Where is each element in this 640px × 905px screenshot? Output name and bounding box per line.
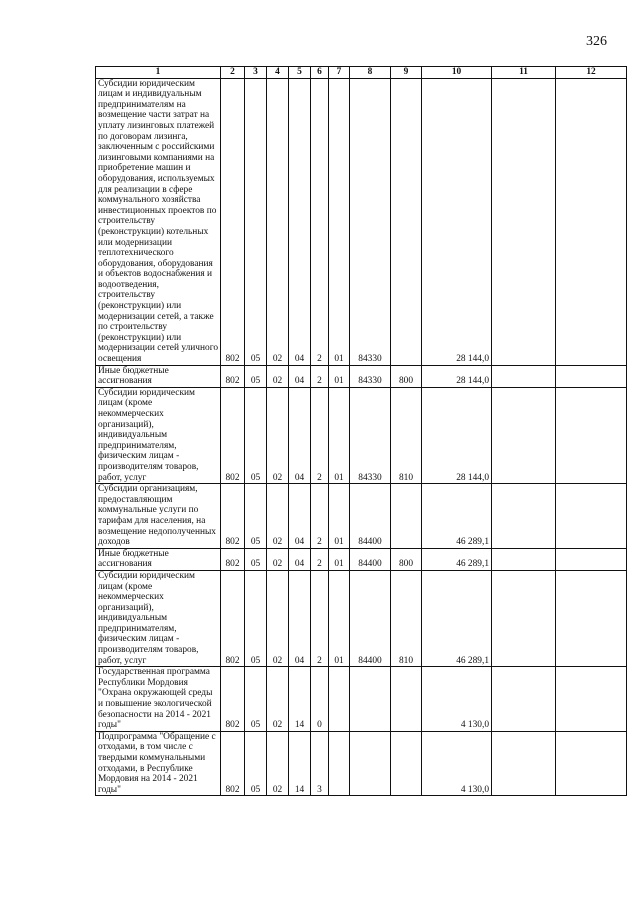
cell-col12: [556, 570, 627, 666]
cell-ministry: 802: [221, 667, 245, 732]
cell-col11: [492, 78, 556, 365]
cell-direction: [350, 731, 391, 796]
cell-subprogram: 2: [311, 484, 329, 549]
cell-col12: [556, 667, 627, 732]
cell-col12: [556, 484, 627, 549]
cell-expense-type: [391, 667, 422, 732]
cell-ministry: 802: [221, 365, 245, 387]
cell-expense-type: 800: [391, 548, 422, 570]
table-row: [96, 365, 627, 387]
cell-section: 05: [245, 484, 267, 549]
row-description: Субсидии юридическим лицам и индивидуальным предпринимателям на возмещение части затрат на уплату лизинговых платежей по договорам лизинга, заключенным с российскими лизинговыми компаниями на приобретение машин и оборудования, используемых для реализации в сфере коммунального хозяйства инвестиционных проектов по строительству (реконструкции) котельных или модернизации теплотехнического оборудования, оборудования и объектов водоснабжения и водоотведения, строительству (реконструкции) или модернизации сетей, а также по строительству (реконструкции) или модернизации сетей уличного освещения: [96, 78, 221, 365]
cell-program: 04: [289, 78, 311, 365]
cell-section: 05: [245, 731, 267, 796]
cell-program: 04: [289, 484, 311, 549]
row-description: Субсидии организациям, предоставляющим коммунальные услуги по тарифам для населения, на возмещение недополученных доходов: [96, 484, 221, 549]
cell-subprogram: 2: [311, 570, 329, 666]
cell-event: [329, 667, 350, 732]
cell-col12: [556, 548, 627, 570]
cell-amount: 46 289,1: [422, 548, 492, 570]
cell-col11: [492, 365, 556, 387]
cell-subprogram: 3: [311, 731, 329, 796]
cell-amount: 46 289,1: [422, 484, 492, 549]
cell-event: 01: [329, 365, 350, 387]
cell-subsection: 02: [267, 570, 289, 666]
cell-subsection: 02: [267, 548, 289, 570]
column-header: 11: [492, 67, 556, 79]
cell-amount: 46 289,1: [422, 570, 492, 666]
cell-event: 01: [329, 570, 350, 666]
column-header: 10: [422, 67, 492, 79]
cell-program: 14: [289, 667, 311, 732]
column-header: 4: [267, 67, 289, 79]
cell-direction: 84330: [350, 387, 391, 483]
row-description: Иные бюджетные ассигнования: [96, 548, 221, 570]
table-row: [96, 570, 627, 666]
cell-event: 01: [329, 484, 350, 549]
cell-ministry: 802: [221, 570, 245, 666]
cell-col12: [556, 365, 627, 387]
cell-expense-type: 800: [391, 365, 422, 387]
column-header: 6: [311, 67, 329, 79]
column-header: 8: [350, 67, 391, 79]
cell-direction: 84400: [350, 570, 391, 666]
cell-ministry: 802: [221, 731, 245, 796]
table-row: [96, 667, 627, 732]
cell-amount: 28 144,0: [422, 78, 492, 365]
cell-event: 01: [329, 78, 350, 365]
column-header: 3: [245, 67, 267, 79]
cell-subprogram: 0: [311, 667, 329, 732]
cell-expense-type: [391, 731, 422, 796]
cell-ministry: 802: [221, 387, 245, 483]
column-header: 2: [221, 67, 245, 79]
cell-col11: [492, 484, 556, 549]
cell-col11: [492, 387, 556, 483]
page-number: 326: [586, 34, 607, 49]
cell-col12: [556, 387, 627, 483]
table-row: [96, 731, 627, 796]
cell-expense-type: 810: [391, 570, 422, 666]
row-description: Иные бюджетные ассигнования: [96, 365, 221, 387]
cell-direction: 84400: [350, 548, 391, 570]
cell-col11: [492, 570, 556, 666]
cell-amount: 4 130,0: [422, 667, 492, 732]
cell-section: 05: [245, 78, 267, 365]
row-description: Субсидии юридическим лицам (кроме некоммерческих организаций), индивидуальным предпринимателям, физическим лицам - производителям товаров, работ, услуг: [96, 387, 221, 483]
column-header: 9: [391, 67, 422, 79]
cell-subsection: 02: [267, 387, 289, 483]
cell-program: 04: [289, 548, 311, 570]
cell-program: 04: [289, 365, 311, 387]
cell-program: 14: [289, 731, 311, 796]
cell-amount: 28 144,0: [422, 387, 492, 483]
header-row: [96, 67, 627, 79]
table-row: [96, 78, 627, 365]
column-header: 1: [96, 67, 221, 79]
cell-subprogram: 2: [311, 78, 329, 365]
column-header: 7: [329, 67, 350, 79]
cell-amount: 28 144,0: [422, 365, 492, 387]
cell-ministry: 802: [221, 484, 245, 549]
cell-subsection: 02: [267, 667, 289, 732]
cell-subsection: 02: [267, 484, 289, 549]
cell-expense-type: 810: [391, 387, 422, 483]
cell-direction: 84400: [350, 484, 391, 549]
cell-section: 05: [245, 387, 267, 483]
cell-section: 05: [245, 667, 267, 732]
cell-section: 05: [245, 570, 267, 666]
cell-event: 01: [329, 387, 350, 483]
cell-event: 01: [329, 548, 350, 570]
cell-expense-type: [391, 78, 422, 365]
cell-col11: [492, 548, 556, 570]
cell-subprogram: 2: [311, 387, 329, 483]
cell-expense-type: [391, 484, 422, 549]
column-header: 12: [556, 67, 627, 79]
cell-direction: 84330: [350, 365, 391, 387]
cell-amount: 4 130,0: [422, 731, 492, 796]
cell-direction: 84330: [350, 78, 391, 365]
table-row: [96, 387, 627, 483]
row-description: Субсидии юридическим лицам (кроме некоммерческих организаций), индивидуальным предпринимателям, физическим лицам - производителям товаров, работ, услуг: [96, 570, 221, 666]
row-description: Государственная программа Республики Мордовия "Охрана окружающей среды и повышение экологической безопасности на 2014 - 2021 годы": [96, 667, 221, 732]
cell-subsection: 02: [267, 731, 289, 796]
cell-subprogram: 2: [311, 365, 329, 387]
budget-table: [95, 66, 627, 796]
cell-program: 04: [289, 570, 311, 666]
cell-section: 05: [245, 365, 267, 387]
cell-direction: [350, 667, 391, 732]
cell-subprogram: 2: [311, 548, 329, 570]
row-description: Подпрограмма "Обращение с отходами, в том числе с твердыми коммунальными отходами, в Республике Мордовия на 2014 - 2021 годы": [96, 731, 221, 796]
cell-ministry: 802: [221, 78, 245, 365]
cell-col12: [556, 78, 627, 365]
cell-subsection: 02: [267, 78, 289, 365]
table-row: [96, 548, 627, 570]
cell-section: 05: [245, 548, 267, 570]
cell-col12: [556, 731, 627, 796]
column-header: 5: [289, 67, 311, 79]
cell-subsection: 02: [267, 365, 289, 387]
cell-ministry: 802: [221, 548, 245, 570]
cell-program: 04: [289, 387, 311, 483]
cell-col11: [492, 731, 556, 796]
table-row: [96, 484, 627, 549]
cell-event: [329, 731, 350, 796]
cell-col11: [492, 667, 556, 732]
